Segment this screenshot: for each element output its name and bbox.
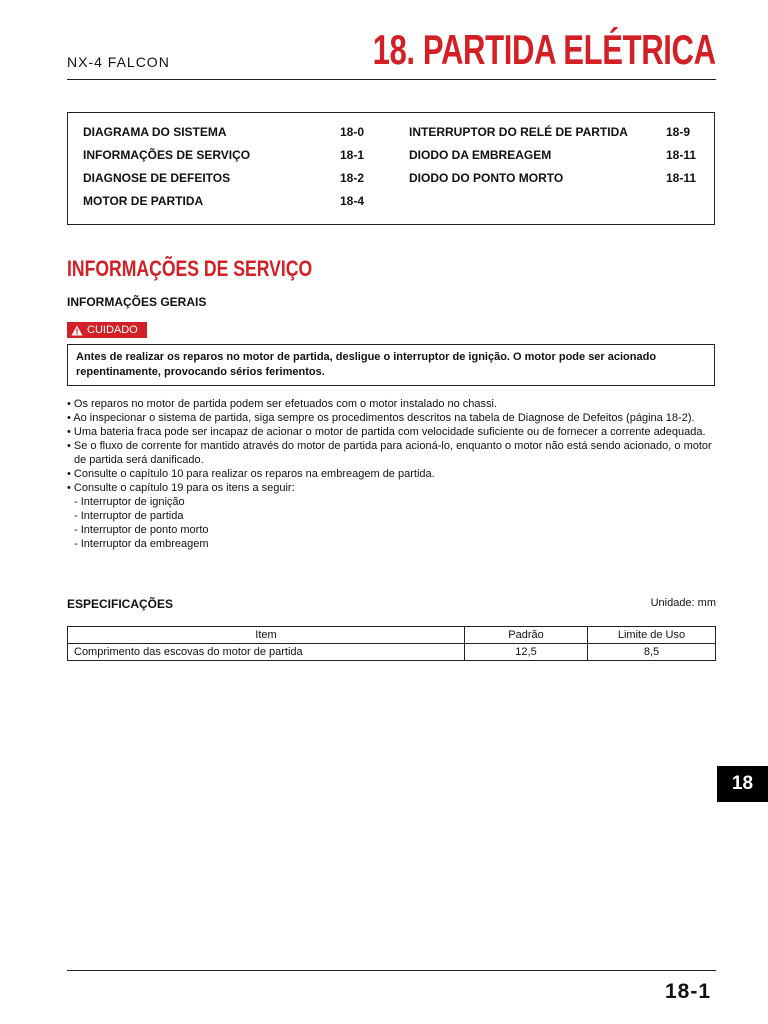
header-rule [67, 79, 716, 80]
unit-label: Unidade: mm [650, 597, 716, 609]
specs-heading: ESPECIFICAÇÕES [67, 597, 174, 611]
caution-box [67, 344, 715, 386]
sub-list-item: - Interruptor de partida [74, 510, 184, 522]
general-info-list [67, 397, 717, 551]
chapter-title: 18. PARTIDA ELÉTRICA [372, 26, 716, 73]
toc-box [67, 112, 715, 225]
toc-item-label: DIODO DA EMBREAGEM [409, 148, 552, 162]
column-header: Padrão [465, 627, 588, 644]
column-header: Limite de Uso [588, 627, 716, 644]
sub-list-item: - Interruptor da embreagem [74, 538, 209, 550]
list-item: • Uma bateria fraca pode ser incapaz de acionar o motor de partida com velocidade suficiente ou de fornecer a corrente adequada. [67, 426, 706, 438]
list-item: • Ao inspecionar o sistema de partida, siga sempre os procedimentos descritos na tabela de Diagnose de Defeitos (página 18-2). [67, 412, 695, 424]
sub-list-item: - Interruptor de ponto morto [74, 524, 209, 536]
caution-badge [67, 322, 147, 338]
toc-item-page: 18-11 [666, 148, 697, 162]
list-item: • Os reparos no motor de partida podem ser efetuados com o motor instalado no chassi. [67, 398, 498, 410]
toc-item-page: 18-1 [340, 148, 365, 162]
toc-item-page: 18-9 [666, 125, 691, 139]
table-cell: 12,5 [465, 644, 588, 661]
page-number: 18-1 [664, 980, 711, 1003]
chapter-tab: 18 [717, 766, 768, 802]
caution-text: Antes de realizar os reparos no motor de partida, desligue o interruptor de ignição. O motor pode ser acionado repentinamente, provocando sérios ferimentos. [76, 351, 657, 378]
footer-rule [67, 970, 716, 971]
toc-item-label: DIAGRAMA DO SISTEMA [83, 125, 227, 139]
toc-item-page: 18-11 [666, 171, 697, 185]
table-header-row [68, 627, 716, 644]
caution-label: CUIDADO [87, 324, 138, 336]
sub-list-item: - Interruptor de ignição [74, 496, 185, 508]
table-cell: 8,5 [588, 644, 716, 661]
toc-item-page: 18-4 [340, 194, 365, 208]
list-item: • Se o fluxo de corrente for mantido através do motor de partida para acioná-lo, enquanto o motor não está sendo acionado, o motor de partida será danificado. [67, 440, 712, 466]
specs-table [67, 626, 716, 661]
table-row [68, 644, 716, 661]
list-item: • Consulte o capítulo 10 para realizar os reparos na embreagem de partida. [67, 468, 435, 480]
list-item: • Consulte o capítulo 19 para os itens a seguir: [67, 482, 295, 494]
table-cell: Comprimento das escovas do motor de partida [68, 644, 465, 661]
warning-triangle-icon [71, 325, 83, 336]
toc-item-label: DIODO DO PONTO MORTO [409, 171, 564, 185]
general-info-heading: INFORMAÇÕES GERAIS [67, 295, 207, 309]
toc-item-page: 18-2 [340, 171, 365, 185]
toc-item-label: INTERRUPTOR DO RELÉ DE PARTIDA [409, 125, 628, 139]
toc-item-label: INFORMAÇÕES DE SERVIÇO [83, 148, 251, 162]
toc-item-label: DIAGNOSE DE DEFEITOS [83, 171, 231, 185]
toc-item-label: MOTOR DE PARTIDA [83, 194, 204, 208]
column-header: Item [68, 627, 465, 644]
section-heading: INFORMAÇÕES DE SERVIÇO [67, 256, 313, 281]
model-name: NX-4 FALCON [67, 54, 170, 70]
toc-item-page: 18-0 [340, 125, 365, 139]
